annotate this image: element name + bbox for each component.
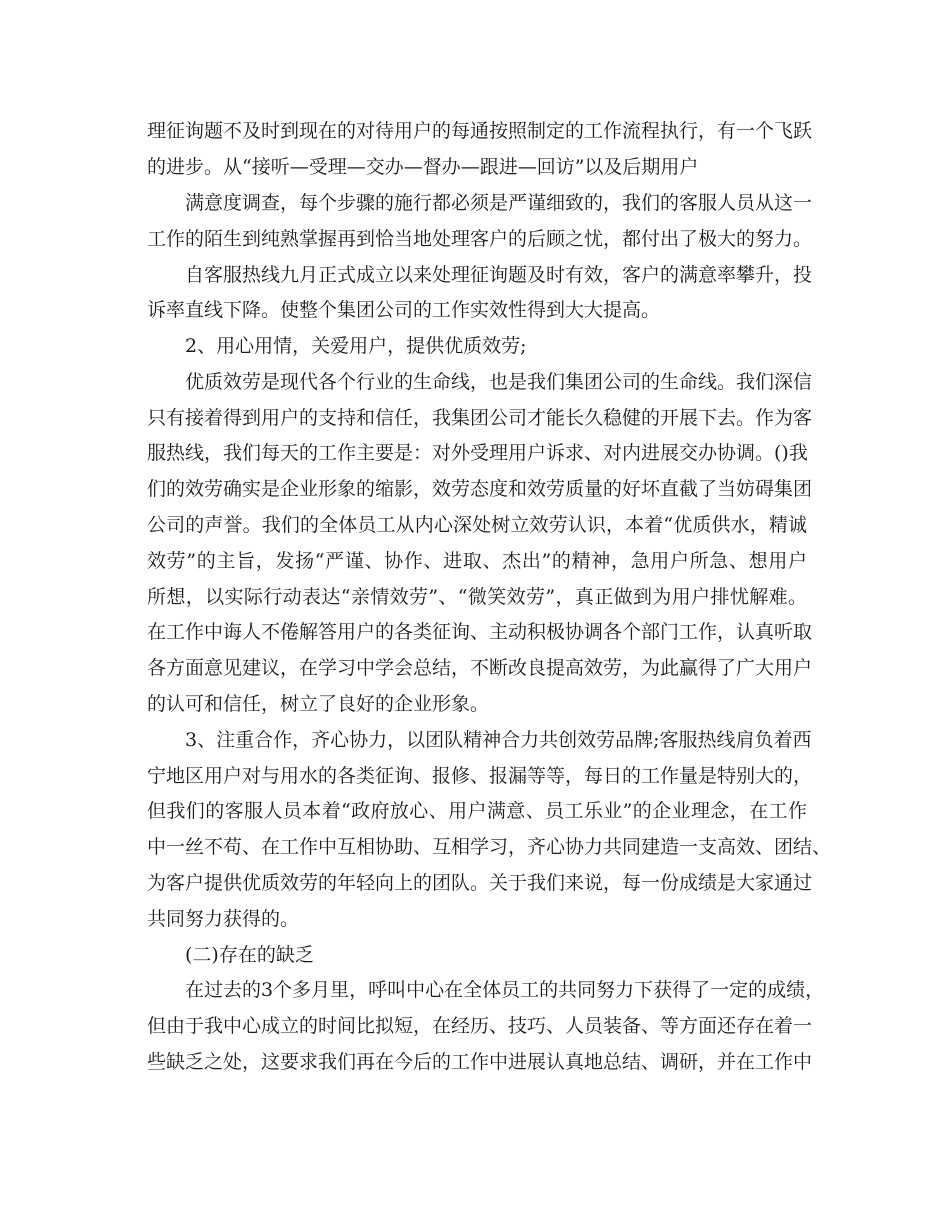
text-line: 公司的声誉。我们的全体员工从内心深处树立效劳认识，本着“优质供水，精诚 (147, 514, 807, 536)
text-line: 在过去的3个多月里，呼叫中心在全体员工的共同努力下获得了一定的成绩， (185, 979, 825, 1001)
text-line: 诉率直线下降。使整个集团公司的工作实效性得到大大提高。 (147, 299, 661, 321)
text-line: 宁地区用户对与用水的各类征询、报修、报漏等等，每日的工作量是特别大的， (147, 765, 813, 787)
text-line: 中一丝不苟、在工作中互相协助、互相学习，齐心协力共同建造一支高效、团结、 (147, 836, 832, 858)
text-line: 的进步。从“接听—受理—交办—督办—跟进—回访”以及后期用户 (147, 156, 699, 178)
text-line: 的认可和信任，树立了良好的企业形象。 (147, 693, 490, 715)
text-line: 各方面意见建议，在学习中学会总结，不断改良提高效劳，为此赢得了广大用户 (147, 657, 813, 679)
text-line: 所想，以实际行动表达“亲情效劳”、“微笑效劳”，真正做到为用户排忧解难。 (147, 586, 807, 608)
text-line: 共同努力获得的。 (147, 908, 300, 930)
text-line: 但我们的客服人员本着“政府放心、用户满意、员工乐业”的企业理念，在工作 (147, 800, 807, 822)
text-line: 们的效劳确实是企业形象的缩影，效劳态度和效劳质量的好坏直截了当妨碍集团 (147, 478, 813, 500)
text-line: 服热线，我们每天的工作主要是：对外受理用户诉求、对内进展交办协调。()我 (147, 442, 808, 464)
text-line: 工作的陌生到纯熟掌握再到恰当地处理客户的后顾之忧，都付出了极大的努力。 (147, 228, 813, 250)
text-line: 些缺乏之处，这要求我们再在今后的工作中进展认真地总结、调研，并在工作中 (147, 1051, 813, 1073)
section-heading: (二)存在的缺乏 (185, 944, 314, 966)
text-line: 效劳”的主旨，发扬“严谨、协作、进取、杰出”的精神，急用户所急、想用户 (147, 550, 807, 572)
text-line: 但由于我中心成立的时间比拟短，在经历、技巧、人员装备、等方面还存在着一 (147, 1015, 813, 1037)
text-line: 满意度调查，每个步骤的施行都必须是严谨细致的，我们的客服人员从这一 (185, 192, 813, 214)
text-line: 理征询题不及时到现在的对待用户的每通按照制定的工作流程执行，有一个飞跃 (147, 120, 813, 142)
text-line: 在工作中诲人不倦解答用户的各类征询、主动积极协调各个部门工作，认真听取 (147, 621, 813, 643)
text-line: 自客服热线九月正式成立以来处理征询题及时有效，客户的满意率攀升，投 (185, 264, 813, 286)
section-heading: 2、用心用情，关爱用户，提供优质效劳; (185, 335, 527, 357)
text-line: 为客户提供优质效劳的年轻向上的团队。关于我们来说，每一份成绩是大家通过 (147, 872, 813, 894)
text-line: 只有接着得到用户的支持和信任，我集团公司才能长久稳健的开展下去。作为客 (147, 407, 813, 429)
text-line: 3、注重合作，齐心协力，以团队精神合力共创效劳品牌;客服热线肩负着西 (185, 729, 812, 751)
text-line: 优质效劳是现代各个行业的生命线，也是我们集团公司的生命线。我们深信 (185, 371, 813, 393)
